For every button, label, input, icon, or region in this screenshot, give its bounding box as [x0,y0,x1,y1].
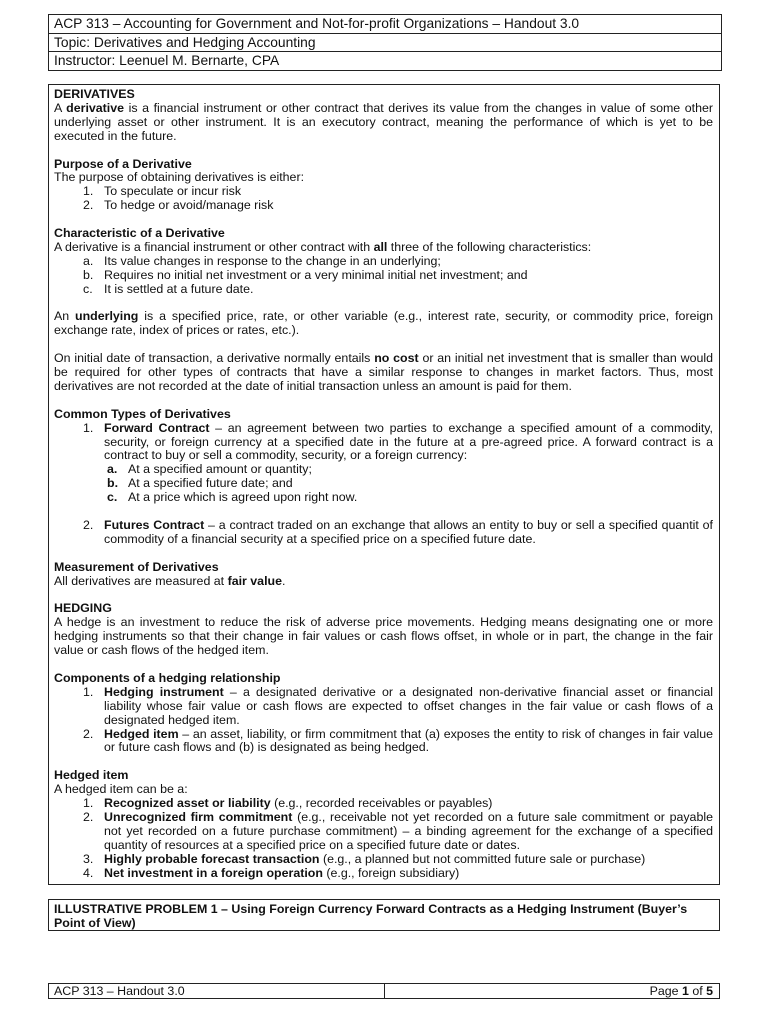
footer-handout-label: ACP 313 – Handout 3.0 [49,984,385,998]
no-cost-paragraph: On initial date of transaction, a derivative normally entails no cost or an initial net investment that is smaller than would be required for other types of contracts that have a similar response to changes in market factors. Thus, most derivatives are not recorded at the date of initial transaction unless an amount is paid for them. [54,351,714,393]
hedging-intro: A hedge is an investment to reduce the risk of adverse price movements. Hedging means designating one or more hedging instruments so that their change in fair values or cash flows offset, in whole or in part, the change in the fair value or cash flows of the hedged item. [54,615,713,658]
types-heading: Common Types of Derivatives [54,406,231,421]
measurement-heading: Measurement of Derivatives [54,559,219,574]
list-item: 1. Forward Contract – an agreement between two parties to exchange a specified amount of a commodity, security, or foreign currency at a specified date in the future at a pre-agreed price. A forward contract is a contract to buy or sell a commodity, security, or a foreign currency: [83,420,714,463]
illustrative-problem-title: ILLUSTRATIVE PROBLEM 1 – Using Foreign Currency Forward Contracts as a Hedging Instrument (Buyer’s Point of View) [48,899,720,931]
characteristic-intro: A derivative is a financial instrument or other contract with all three of the following characteristics: [54,239,592,254]
list-item: 3. Highly probable forecast transaction (e.g., a planned but not committed future sale or purchase) [83,851,646,866]
hedged-item-heading: Hedged item [54,768,129,783]
characteristic-heading: Characteristic of a Derivative [54,226,225,241]
list-item: 1. Hedging instrument – a designated derivative or a designated non-derivative financial asset or financial liability whose fair value or cash flows are expected to offset changes in the fair value or cash flows of a designated hedged item. [83,684,714,727]
list-item: 2. Unrecognized firm commitment (e.g., receivable not yet recorded on a future sale commitment or payable not yet recorded on a future purchase commitment) – a binding agreement for the exchange of a specified quantity of resources at a specified price on a specified future date or dates. [83,809,713,852]
topic-line: Topic: Derivatives and Hedging Accounting [49,34,721,53]
page-footer [48,983,720,999]
sub-list-item: b. At a specified future date; and [107,476,293,491]
derivative-definition: A derivative is a financial instrument or other contract that derives its value from the changes in value of some other underlying asset or other instrument. It is an executory contract, meaning the performance of which is yet to be executed in the future. [54,100,713,143]
measurement-text: All derivatives are measured at fair value. [54,573,286,588]
sub-list-item: c. At a price which is agreed upon right now. [107,490,358,505]
section-heading-hedging: HEDGING [54,601,112,616]
course-title: ACP 313 – Accounting for Government and Not-for-profit Organizations – Handout 3.0 [49,15,721,34]
list-item: a. Its value changes in response to the change in an underlying; [83,253,441,268]
instructor-line: Instructor: Leenuel M. Bernarte, CPA [54,53,280,68]
list-item: 2. To hedge or avoid/manage risk [83,198,274,213]
list-item: b. Requires no initial net investment or a very minimal initial net investment; and [83,267,528,282]
underlying-definition: An underlying is a specified price, rate, or other variable (e.g., interest rate, security, or commodity price, foreign exchange rate, index of prices or rates, etc.). [54,309,713,338]
list-item: 4. Net investment in a foreign operation (e.g., foreign subsidiary) [83,865,460,880]
handout-header [48,14,722,71]
list-item: 1. To speculate or incur risk [83,184,242,199]
content-box [48,84,720,885]
page-indicator: Page 1 of 5 [649,984,713,998]
purpose-intro: The purpose of obtaining derivatives is either: [54,170,305,185]
section-heading-derivatives: DERIVATIVES [54,87,135,101]
list-item: 1. Recognized asset or liability (e.g., recorded receivables or payables) [83,796,493,811]
hedged-item-intro: A hedged item can be a: [54,782,188,797]
list-item: 2. Hedged item – an asset, liability, or firm commitment that (a) exposes the entity to risk of changes in fair value or future cash flows and (b) is designated as being hedged. [83,726,713,755]
components-heading: Components of a hedging relationship [54,670,281,685]
sub-list-item: a. At a specified amount or quantity; [107,462,312,477]
purpose-heading: Purpose of a Derivative [54,156,192,171]
list-item: c. It is settled at a future date. [83,281,254,296]
list-item: 2. Futures Contract – a contract traded on an exchange that allows an entity to buy or sell a specified quantit of commodity of a financial security at a specified price on a specified future date. [83,518,713,546]
